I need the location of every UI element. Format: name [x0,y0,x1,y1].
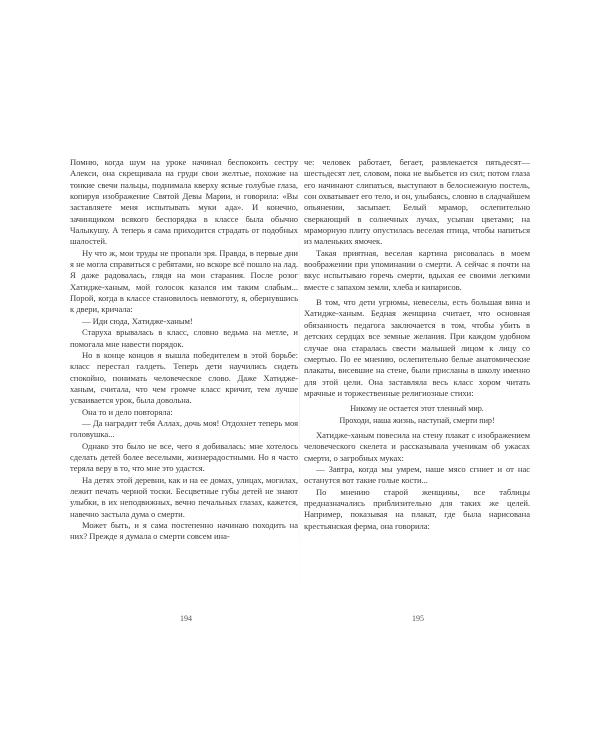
page-number: 194 [180,614,192,623]
left-page [70,157,298,543]
poem [304,403,530,426]
paragraph: — Да наградит тебя Аллах, дочь моя! Отдохнет теперь моя головушка... [70,417,298,440]
paragraph: — Иди сюда, Хатидже-ханым! [82,315,193,326]
paragraph: Такая приятная, веселая картина рисовалась в моем воображении при упоминании о смерти. А сейчас я почти на вкус испытываю горечь смерти, вдыхая ее своими легкими вместе с запахом земли, хлеба и кипарисов. [304,247,530,292]
paragraph: Ну что ж, мои труды не пропали зря. Правда, в первые дни я не могла справиться с ребятами, но вскоре всё пошло на лад. Я даже радовалась, глядя на мои старания. После розог Хатидже-ханым, мой голосок казался им таким слабым... Порой, когда в классе становилось невмоготу, я, обернувшись к двери, кричала: [70,247,298,315]
paragraph: По мнению старой женщины, все таблицы предназначались приблизительно для таких же целей. Например, показывая на плакат, где была нарисована крестьянская ферма, она говорила: [304,486,530,531]
paragraph: — Завтра, когда мы умрем, наше мясо сгниет и от нас останутся вот такие голые кости... [304,463,530,486]
paragraph: Помню, когда шум на уроке начинал беспокоить сестру Алекси, она скрещивала на груди свои желтые, похожие на тонкие свечи пальцы, поднимала кверху ясные голубые глаза, копируя изображение Святой Девы Марии, и говорила: «Вы заставляете меня испытывать муки ада». И конечно, зачинщиком всякого беспорядка в классе была обычно Чалыкушу. А теперь я сама приходится страдать от подобных шалостей. [70,157,298,247]
poem-line: Проходи, наша жизнь, наступай, смерти пир! [339,415,495,425]
paragraph: В том, что дети угрюмы, невеселы, есть большая вина и Хатидже-ханым. Бедная женщина считает, что основная обязанность педагога заключается в том, чтобы убить в детских сердцах все земные желания. При каждом удобном случае она старалась свести малышей лицом к лицу со смертью. По ее мнению, ослепительно белые анатомические плакаты, висевшие на стене, были присланы в школу именно для этой цели. Она заставляла весь класс хором читать мрачные и торжественные религиозные стихи: [304,297,530,398]
page-number: 195 [412,614,424,623]
right-page [304,157,530,532]
paragraph: Она то и дело повторяла: [82,406,173,417]
paragraph: Однако это было не все, чего я добивалась: мне хотелось сделать детей более веселыми, жизнерадостными. Но я часто теряла веру в то, что мне это удастся. [70,440,298,474]
paragraph: Но в конце концов я вышла победителем в этой борьбе: класс перестал галдеть. Теперь дети научились сидеть спокойно, понимать человеческое слово. Даже Хатидже-ханым, считала, что чем громче класс кричит, тем лучше усваивается урок, была довольна. [70,349,298,406]
paragraph: На детях этой деревни, как и на ее домах, улицах, могилах, лежит печать черной тоски. Бесцветные губы детей не знают улыбки, в их неподвижных, вечно печальных глазах, кажется, навечно застыла дума о смерти. [70,474,298,519]
paragraph: Старуха врывалась в класс, словно ведьма на метле, и помогала мне навести порядок. [70,327,298,349]
poem-line: Никому не остается этот тленный мир. [350,404,484,414]
paragraph: Хатидже-ханым повесила на стену плакат с изображением человеческого скелета и рассказывала ученикам об ужасах смерти, о загробных муках: [304,429,530,463]
paragraph: че: человек работает, бегает, развлекается пятьдесят—шестьдесят лет, словом, пока не выбьется из сил; потом глаза его начинают слипаться, выступают в белоснежную постель, сон охватывает его тело, и он, улыбаясь, словно в сладчайшем опьянении, засыпает. Белый мрамор, ослепительно сверкающий в солнечных лучах, усыпан цветами; на мраморную плиту опустилась веселая птица, чтобы напиться из маленьких ямочек. [304,157,530,247]
paragraph: Может быть, и я сама постепенно начинаю походить на них? Прежде я думала о смерти совсем ина- [70,520,298,542]
book-gutter [299,150,300,620]
